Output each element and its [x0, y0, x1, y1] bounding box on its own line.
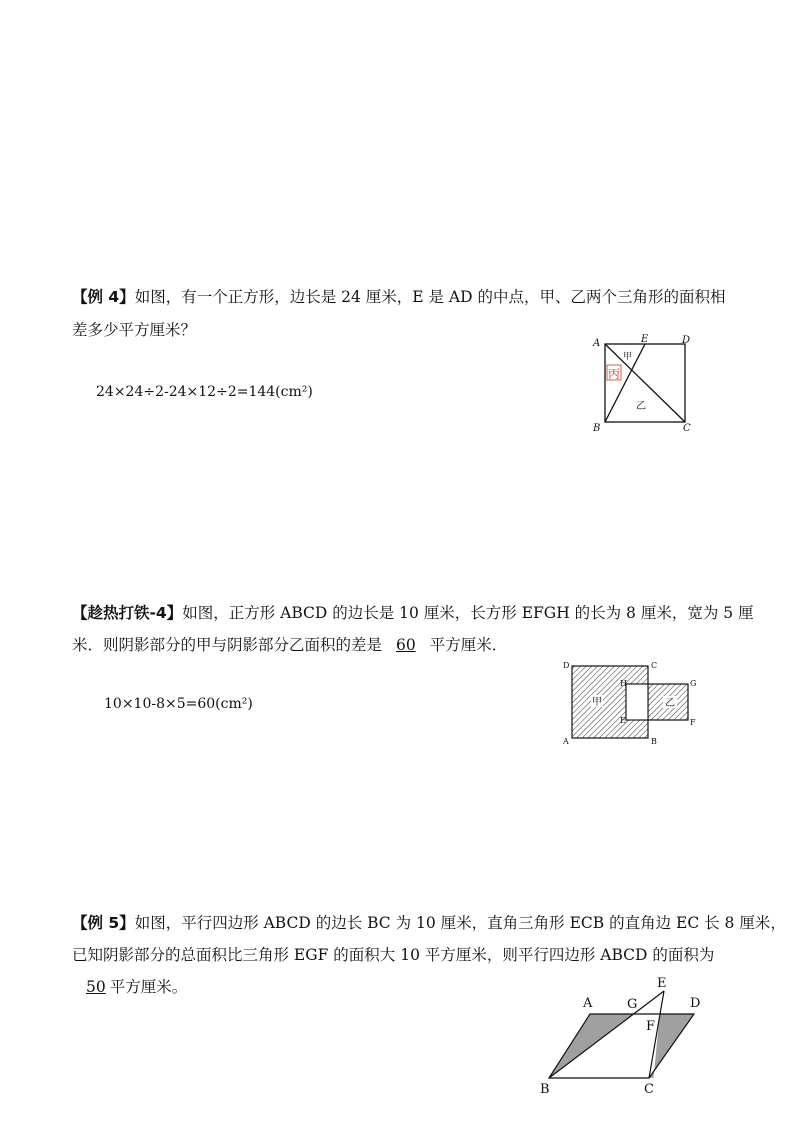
ex4-region-jia: 甲 — [623, 352, 633, 362]
ex4-region-yi: 乙 — [636, 401, 646, 412]
ex4b-region-yi: 乙 — [665, 698, 675, 709]
ex5-label-f: F — [646, 1019, 656, 1034]
ex5-label-e: E — [657, 976, 667, 991]
ex5-label-b: B — [540, 1082, 550, 1097]
ex5-label-a: A — [583, 996, 593, 1011]
ex5-question-line-2: 已知阴影部分的总面积比三角形 EGF 的面积大 10 平方厘米，则平行四边形 ABCD 的面积为 — [72, 946, 715, 964]
ex4b-answer: 60 — [396, 636, 416, 654]
ex4-figure — [590, 334, 700, 434]
ex4-label-d: D — [682, 335, 691, 346]
ex4-question-line-2: 差多少平方厘米？ — [72, 321, 197, 339]
ex4-region-bing: 丙 — [608, 367, 621, 381]
ex4b-label-h: H — [620, 679, 627, 688]
ex4-tag: 【例 4】 — [72, 288, 135, 306]
ex5-line-be — [549, 991, 664, 1078]
ex4b-figure — [560, 658, 700, 748]
ex5-label-d: D — [690, 996, 701, 1011]
ex4b-label-d: D — [563, 661, 570, 670]
ex4b-tag: 【趁热打铁-4】 — [72, 604, 183, 622]
ex4b-question-line-2: 米．则阴影部分的甲与阴影部分乙面积的差是 60 平方厘米． — [72, 636, 508, 654]
ex4b-label-c: C — [651, 661, 658, 670]
ex4b-question-line-1: 【趁热打铁-4】如图，正方形 ABCD 的边长是 10 厘米，长方形 EFGH 的长为 8 厘米，宽为 5 厘 — [72, 604, 754, 622]
ex5-question-line-3: 50 平方厘米。 — [72, 977, 187, 997]
ex4-calculation: 24×24÷2-24×12÷2=144(cm²) — [96, 384, 313, 400]
ex5-answer: 50 — [86, 978, 106, 996]
ex5-figure — [535, 972, 705, 1097]
ex4b-label-a: A — [563, 737, 569, 746]
ex4b-calculation: 10×10-8×5=60(cm²) — [104, 696, 253, 712]
ex4-label-a: A — [593, 338, 601, 349]
ex4-question-line-1: 【例 4】如图，有一个正方形，边长是 24 厘米，E 是 AD 的中点，甲、乙两个三角形的面积相 — [72, 288, 726, 306]
ex5-label-c: C — [644, 1082, 654, 1097]
ex4-label-b: B — [593, 423, 601, 434]
ex4b-label-g: G — [690, 679, 697, 688]
ex4b-label-f: F — [690, 718, 696, 727]
ex5-label-g: G — [627, 997, 638, 1012]
ex4-label-e: E — [641, 334, 649, 345]
ex4b-hole — [627, 685, 647, 719]
ex4b-label-b: B — [651, 737, 657, 746]
ex4-label-c: C — [683, 423, 691, 434]
ex4b-region-jia: 甲 — [592, 697, 602, 708]
ex5-question-line-1: 【例 5】如图，平行四边形 ABCD 的边长 BC 为 10 厘米，直角三角形 ECB 的直角边 EC 长 8 厘米， — [72, 914, 786, 932]
ex5-tag: 【例 5】 — [72, 914, 135, 932]
ex4b-label-e: E — [620, 716, 626, 725]
